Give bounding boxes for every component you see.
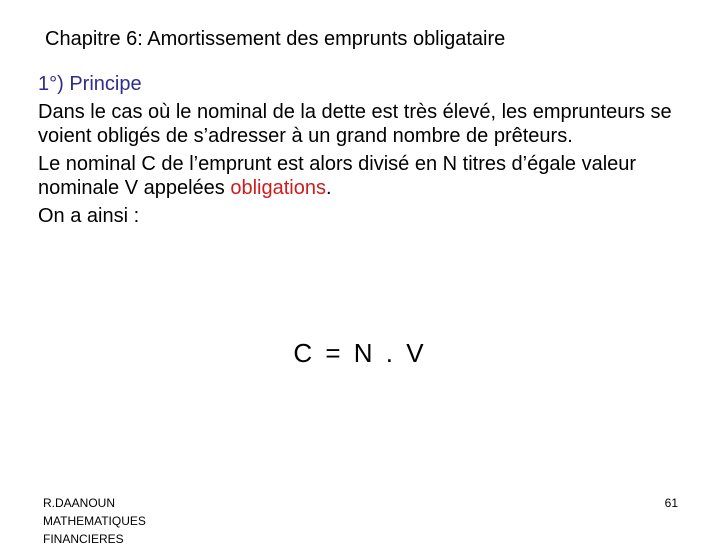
highlight-obligations: obligations bbox=[230, 177, 326, 199]
paragraph-nominal: Dans le cas où le nominal de la dette est très élevé, les emprunteurs se voient obligés de s’adresser à un grand nombre de prêteurs. bbox=[38, 101, 672, 147]
paragraph-division bbox=[38, 152, 678, 200]
footer-author-subject-cont: FINANCIERES bbox=[43, 532, 124, 546]
paragraph-ainsi: On a ainsi : bbox=[38, 205, 140, 227]
paragraph-division-end: . bbox=[325, 177, 332, 199]
slide-body bbox=[38, 72, 678, 232]
page-number: 61 bbox=[664, 496, 678, 510]
footer-author-name: R.DAANOUN bbox=[43, 496, 116, 510]
formula: C = N . V bbox=[293, 338, 427, 368]
footer-author-subject: MATHEMATIQUES bbox=[43, 514, 146, 528]
section-heading: 1°) Principe bbox=[38, 73, 142, 95]
paragraph-division-text: Le nominal C de l’emprunt est alors divisé en N titres d’égale valeur nominale V appelées bbox=[38, 153, 637, 199]
slide-title: Chapitre 6: Amortissement des emprunts obligataire bbox=[45, 28, 506, 50]
